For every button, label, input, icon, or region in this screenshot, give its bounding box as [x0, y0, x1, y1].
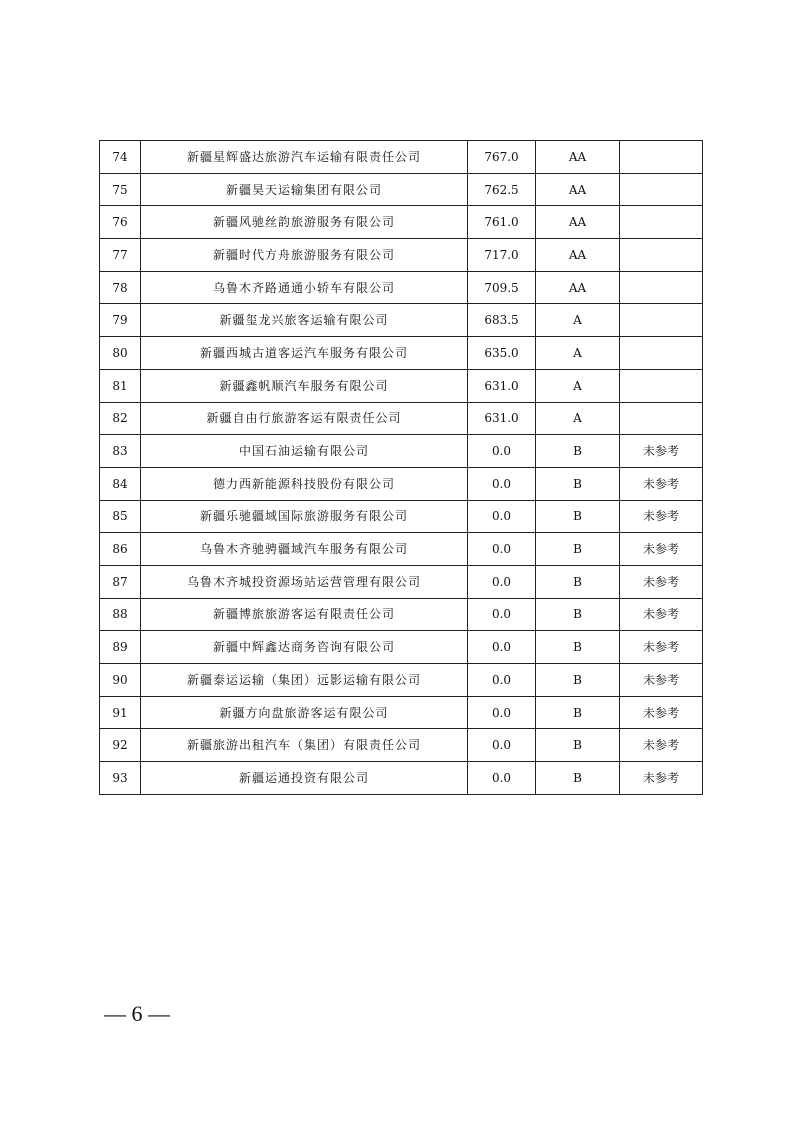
- row-number-cell: 93: [100, 762, 141, 795]
- score-cell: 631.0: [468, 369, 536, 402]
- grade-cell: A: [536, 402, 620, 435]
- company-name-cell: 乌鲁木齐路通通小轿车有限公司: [141, 271, 468, 304]
- score-cell: 0.0: [468, 565, 536, 598]
- company-name-cell: 新疆昊天运输集团有限公司: [141, 173, 468, 206]
- score-cell: 635.0: [468, 337, 536, 370]
- note-cell: [620, 239, 703, 272]
- table-row: [100, 696, 703, 729]
- row-number-cell: 88: [100, 598, 141, 631]
- row-number-cell: 76: [100, 206, 141, 239]
- company-name-cell: 新疆自由行旅游客运有限责任公司: [141, 402, 468, 435]
- company-name-cell: 乌鲁木齐城投资源场站运营管理有限公司: [141, 565, 468, 598]
- row-number-cell: 85: [100, 500, 141, 533]
- company-name-cell: 新疆旅游出租汽车（集团）有限责任公司: [141, 729, 468, 762]
- table-row: [100, 271, 703, 304]
- table-row: [100, 533, 703, 566]
- company-name-cell: 新疆西城古道客运汽车服务有限公司: [141, 337, 468, 370]
- score-cell: 0.0: [468, 664, 536, 697]
- table-row: [100, 664, 703, 697]
- page-number: — 6 —: [104, 1001, 170, 1026]
- note-cell: [620, 173, 703, 206]
- note-cell: 未参考: [620, 729, 703, 762]
- row-number-cell: 91: [100, 696, 141, 729]
- note-cell: 未参考: [620, 467, 703, 500]
- table-row: [100, 239, 703, 272]
- grade-cell: B: [536, 435, 620, 468]
- note-cell: 未参考: [620, 565, 703, 598]
- company-name-cell: 新疆方向盘旅游客运有限公司: [141, 696, 468, 729]
- note-cell: 未参考: [620, 664, 703, 697]
- score-cell: 767.0: [468, 141, 536, 174]
- note-cell: 未参考: [620, 762, 703, 795]
- grade-cell: AA: [536, 141, 620, 174]
- grade-cell: AA: [536, 206, 620, 239]
- score-cell: 0.0: [468, 631, 536, 664]
- table-row: [100, 598, 703, 631]
- score-cell: 0.0: [468, 500, 536, 533]
- grade-cell: B: [536, 631, 620, 664]
- score-cell: 0.0: [468, 762, 536, 795]
- row-number-cell: 74: [100, 141, 141, 174]
- note-cell: 未参考: [620, 696, 703, 729]
- note-cell: [620, 304, 703, 337]
- grade-cell: AA: [536, 239, 620, 272]
- score-cell: 0.0: [468, 467, 536, 500]
- company-name-cell: 新疆风驰丝韵旅游服务有限公司: [141, 206, 468, 239]
- table-row: [100, 402, 703, 435]
- company-name-cell: 中国石油运输有限公司: [141, 435, 468, 468]
- company-name-cell: 新疆玺龙兴旅客运输有限公司: [141, 304, 468, 337]
- table-row: [100, 631, 703, 664]
- table-row: [100, 729, 703, 762]
- table-row: [100, 206, 703, 239]
- note-cell: 未参考: [620, 500, 703, 533]
- note-cell: [620, 206, 703, 239]
- score-cell: 683.5: [468, 304, 536, 337]
- row-number-cell: 89: [100, 631, 141, 664]
- company-name-cell: 新疆运通投资有限公司: [141, 762, 468, 795]
- table-row: [100, 337, 703, 370]
- row-number-cell: 90: [100, 664, 141, 697]
- grade-cell: A: [536, 304, 620, 337]
- row-number-cell: 84: [100, 467, 141, 500]
- row-number-cell: 78: [100, 271, 141, 304]
- company-name-cell: 新疆时代方舟旅游服务有限公司: [141, 239, 468, 272]
- table-row: [100, 141, 703, 174]
- company-name-cell: 新疆泰运运输（集团）远影运输有限公司: [141, 664, 468, 697]
- row-number-cell: 92: [100, 729, 141, 762]
- company-rating-table: [99, 140, 703, 795]
- note-cell: 未参考: [620, 435, 703, 468]
- note-cell: 未参考: [620, 631, 703, 664]
- note-cell: [620, 402, 703, 435]
- grade-cell: B: [536, 533, 620, 566]
- grade-cell: AA: [536, 271, 620, 304]
- score-cell: 631.0: [468, 402, 536, 435]
- note-cell: 未参考: [620, 533, 703, 566]
- score-cell: 0.0: [468, 533, 536, 566]
- grade-cell: B: [536, 565, 620, 598]
- score-cell: 0.0: [468, 435, 536, 468]
- row-number-cell: 83: [100, 435, 141, 468]
- grade-cell: A: [536, 337, 620, 370]
- score-cell: 0.0: [468, 729, 536, 762]
- row-number-cell: 81: [100, 369, 141, 402]
- grade-cell: AA: [536, 173, 620, 206]
- table-row: [100, 435, 703, 468]
- score-cell: 0.0: [468, 598, 536, 631]
- company-name-cell: 新疆乐驰疆域国际旅游服务有限公司: [141, 500, 468, 533]
- table-row: [100, 369, 703, 402]
- row-number-cell: 79: [100, 304, 141, 337]
- row-number-cell: 87: [100, 565, 141, 598]
- company-name-cell: 新疆中辉鑫达商务咨询有限公司: [141, 631, 468, 664]
- table-row: [100, 173, 703, 206]
- table-row: [100, 304, 703, 337]
- grade-cell: B: [536, 500, 620, 533]
- row-number-cell: 80: [100, 337, 141, 370]
- note-cell: [620, 337, 703, 370]
- grade-cell: B: [536, 598, 620, 631]
- row-number-cell: 75: [100, 173, 141, 206]
- table-body: [100, 141, 703, 795]
- score-cell: 709.5: [468, 271, 536, 304]
- grade-cell: B: [536, 696, 620, 729]
- table-row: [100, 467, 703, 500]
- table-row: [100, 565, 703, 598]
- grade-cell: B: [536, 762, 620, 795]
- note-cell: [620, 271, 703, 304]
- row-number-cell: 82: [100, 402, 141, 435]
- note-cell: [620, 141, 703, 174]
- table-row: [100, 500, 703, 533]
- score-cell: 717.0: [468, 239, 536, 272]
- company-name-cell: 乌鲁木齐驰骋疆域汽车服务有限公司: [141, 533, 468, 566]
- score-cell: 761.0: [468, 206, 536, 239]
- note-cell: 未参考: [620, 598, 703, 631]
- company-name-cell: 新疆星辉盛达旅游汽车运输有限责任公司: [141, 141, 468, 174]
- grade-cell: B: [536, 729, 620, 762]
- grade-cell: B: [536, 467, 620, 500]
- table-row: [100, 762, 703, 795]
- score-cell: 762.5: [468, 173, 536, 206]
- row-number-cell: 86: [100, 533, 141, 566]
- company-name-cell: 德力西新能源科技股份有限公司: [141, 467, 468, 500]
- grade-cell: A: [536, 369, 620, 402]
- company-name-cell: 新疆博旅旅游客运有限责任公司: [141, 598, 468, 631]
- score-cell: 0.0: [468, 696, 536, 729]
- row-number-cell: 77: [100, 239, 141, 272]
- company-name-cell: 新疆鑫帆顺汽车服务有限公司: [141, 369, 468, 402]
- note-cell: [620, 369, 703, 402]
- grade-cell: B: [536, 664, 620, 697]
